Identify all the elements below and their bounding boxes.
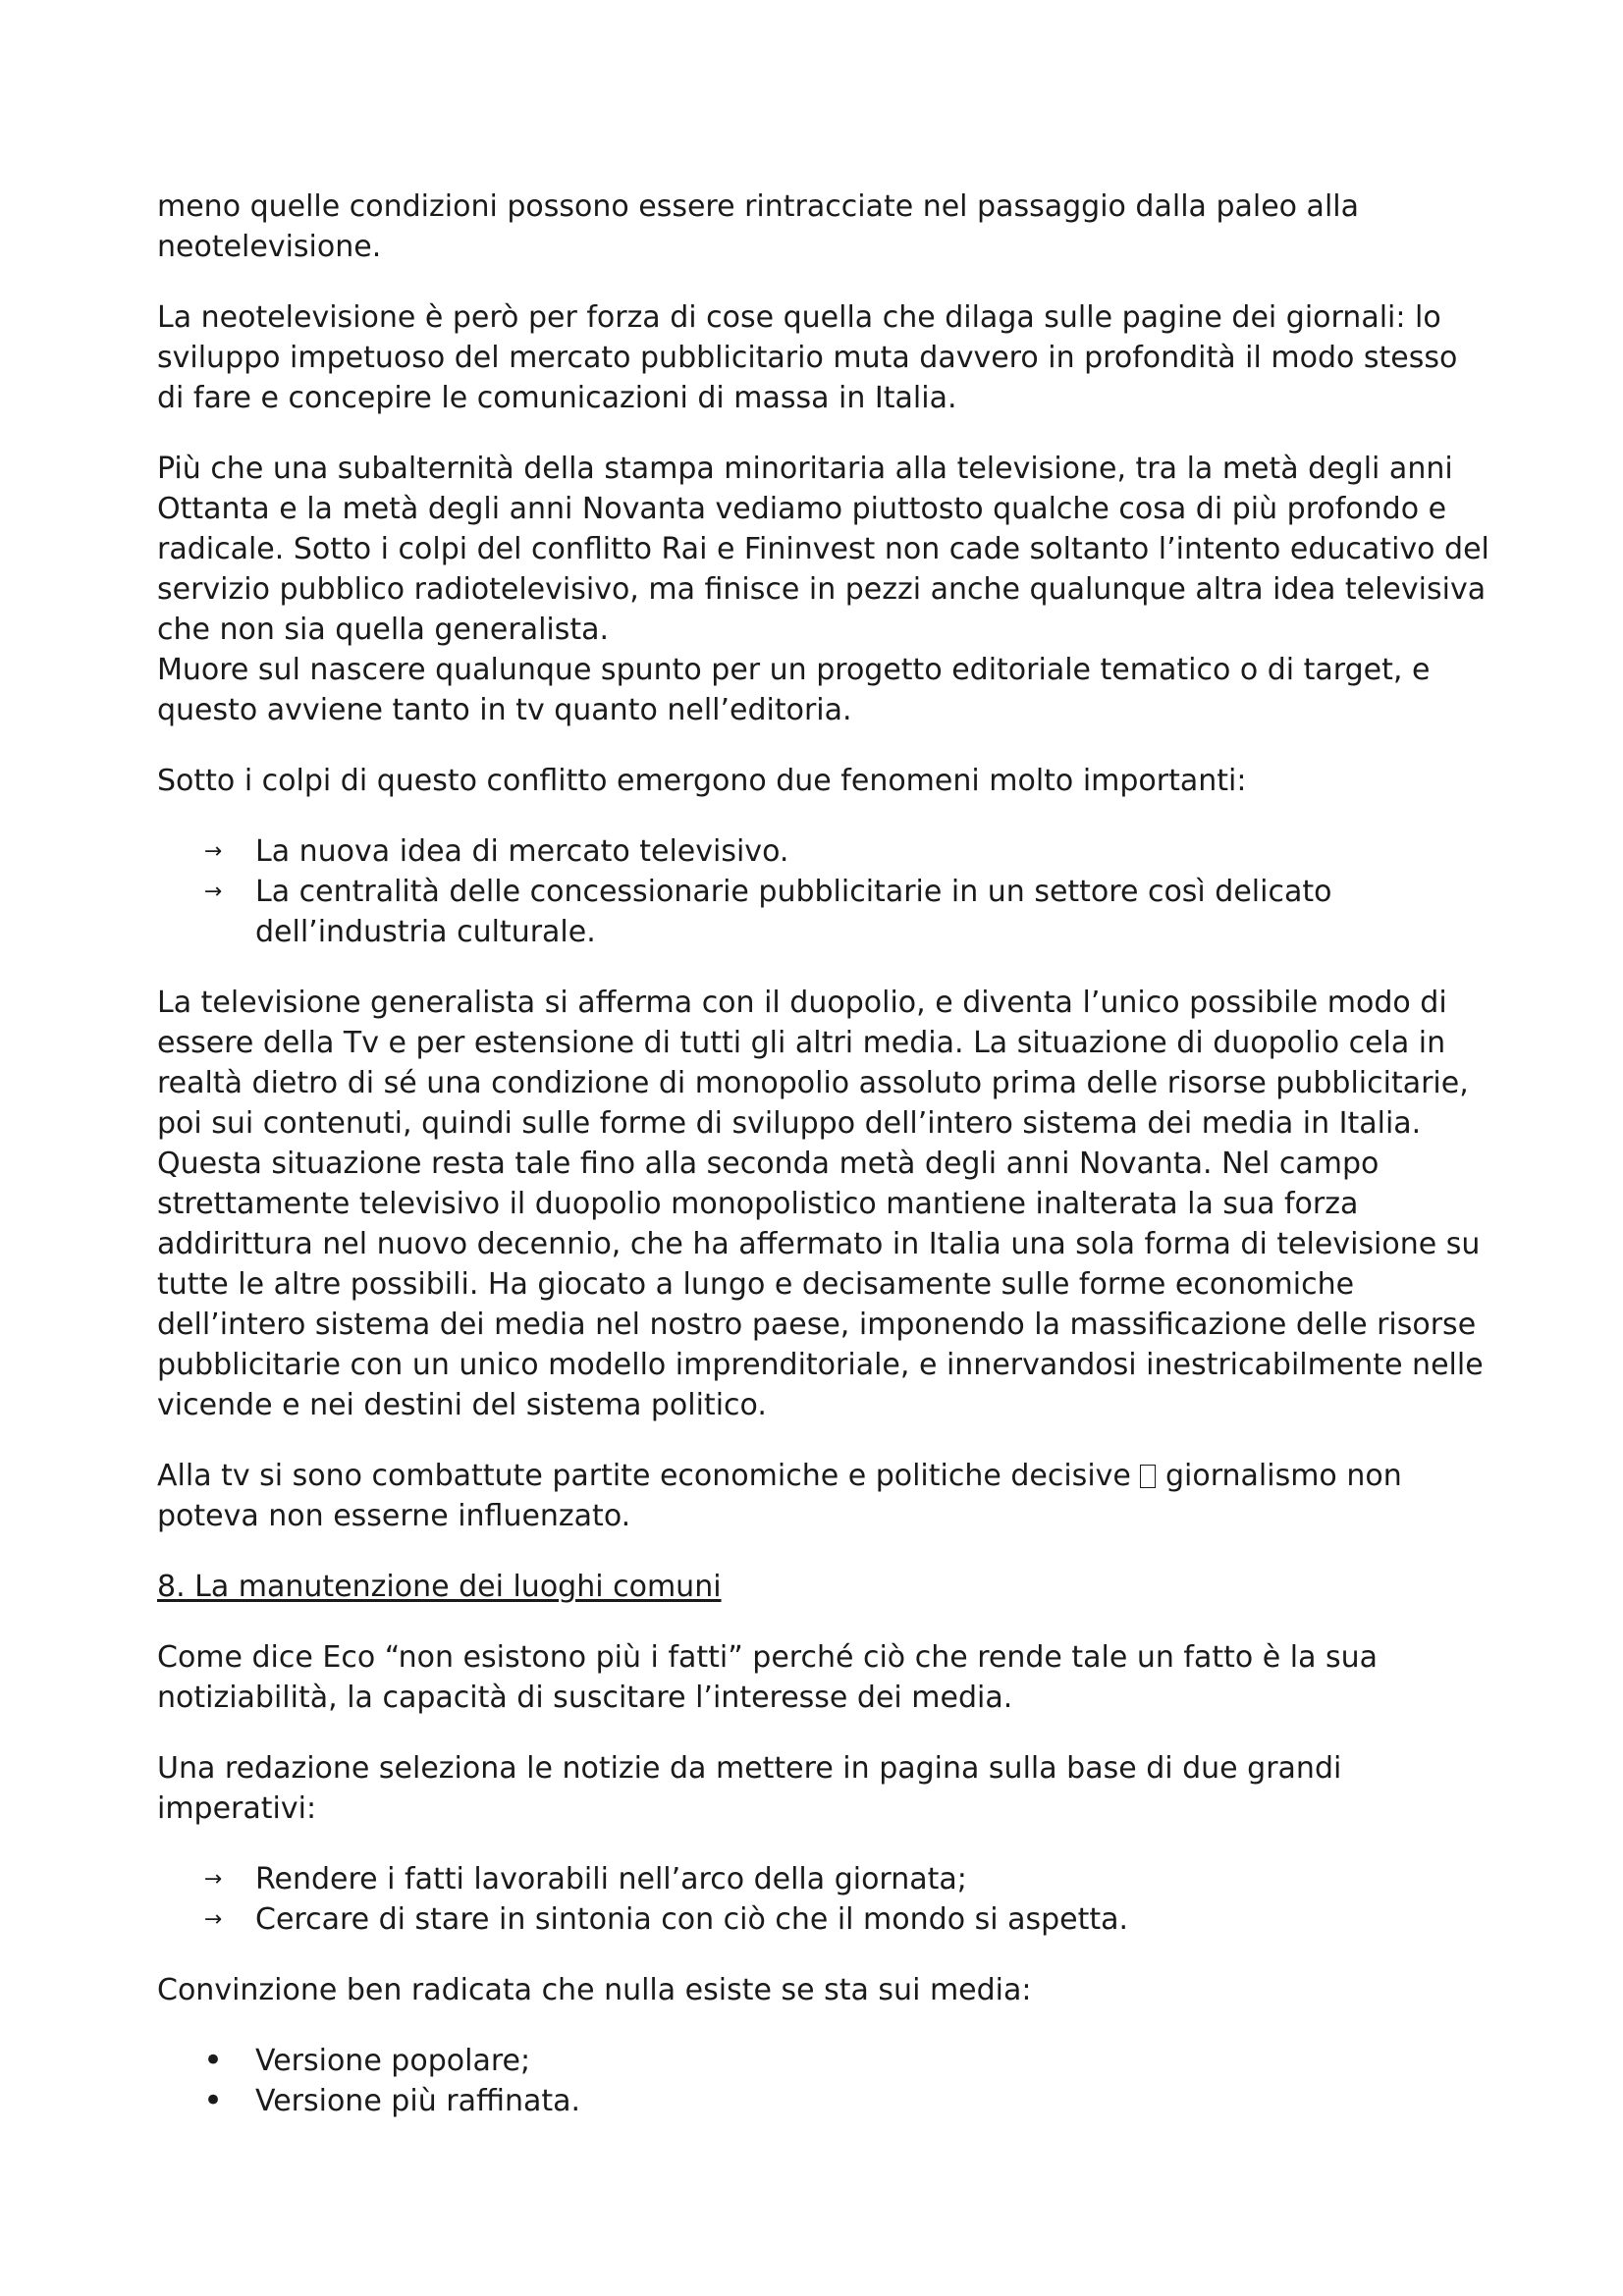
list-item — [157, 2081, 1492, 2121]
paragraph-text: giornalismo non poteva non esserne influenzato. — [157, 1459, 1402, 1533]
paragraph: Questa situazione resta tale fino alla seconda metà degli anni Novanta. Nel campo strettamente televisivo il duopolio monopolistico mantiene inalterata la sua forza addirittura nel nuovo decennio, che ha affermato in Italia una sola forma di televisione su tutte le altre possibili. Ha giocato a lungo e decisamente sulle forme economiche dell’intero sistema dei media nel nostro paese, imponendo la massificazione delle risorse pubblicitarie con un unico modello imprenditoriale, e innervandosi inestricabilmente nelle vicende e nei destini del sistema politico. — [157, 1147, 1484, 1422]
arrow-bullet-icon: → — [203, 880, 223, 904]
bullet-list — [157, 2041, 1492, 2121]
list-item-text: Rendere i fatti lavorabili nell’arco della giornata; — [255, 1862, 967, 1896]
section-heading: 8. La manutenzione dei luoghi comuni — [157, 1570, 722, 1604]
paragraph: Come dice Eco “non esistono più i fatti” perché ciò che rende tale un fatto è la sua notiziabilità, la capacità di suscitare l’interesse dei media. — [157, 1640, 1379, 1715]
list-item-text: Cercare di stare in sintonia con ciò che il mondo si aspetta. — [255, 1902, 1129, 1937]
arrow-bullet-icon: → — [203, 1867, 223, 1892]
bullet-icon: • — [202, 2081, 224, 2120]
paragraph-text: Alla tv si sono combattute partite economiche e politiche decisive — [157, 1459, 1131, 1493]
bullet-icon: • — [202, 2041, 224, 2080]
paragraph: Sotto i colpi di questo conflitto emergono due fenomeni molto importanti: — [157, 764, 1247, 798]
list-item-text: La nuova idea di mercato televisivo. — [255, 834, 789, 869]
arrow-bullet-icon: → — [203, 1907, 223, 1932]
list-item — [157, 2041, 1492, 2081]
list-item-text: Versione popolare; — [255, 2044, 531, 2078]
paragraph: Una redazione seleziona le notizie da mettere in pagina sulla base di due grandi imperativi: — [157, 1751, 1342, 1826]
list-item-text: La centralità delle concessionarie pubblicitarie in un settore così delicato dell’industria culturale. — [255, 875, 1332, 949]
list-item — [157, 831, 1492, 872]
paragraph: Più che una subalternità della stampa minoritaria alla televisione, tra la metà degli anni Ottanta e la metà degli anni Novanta vediamo piuttosto qualche cosa di più profondo e radicale. Sotto i colpi del conflitto Rai e Fininvest non cade soltanto l’intento educativo del servizio pubblico radiotelevisivo, ma finisce in pezzi anche qualunque altra idea televisiva che non sia quella generalista. — [157, 452, 1489, 647]
missing-glyph-icon — [1140, 1465, 1156, 1488]
list-item — [157, 1859, 1492, 1899]
arrow-list — [157, 1859, 1492, 1940]
list-item — [157, 872, 1492, 952]
paragraph: La neotelevisione è però per forza di cose quella che dilaga sulle pagine dei giornali: lo sviluppo impetuoso del mercato pubblicitario muta davvero in profondità il modo stesso di fare e concepire le comunicazioni di massa in Italia. — [157, 300, 1458, 415]
paragraph: Muore sul nascere qualunque spunto per un progetto editoriale tematico o di target, e questo avviene tanto in tv quanto nell’editoria. — [157, 653, 1431, 727]
paragraph: Convinzione ben radicata che nulla esiste se sta sui media: — [157, 1973, 1032, 2007]
arrow-bullet-icon: → — [203, 839, 223, 864]
paragraph — [157, 1456, 1492, 1536]
list-item — [157, 1899, 1492, 1940]
document-page — [157, 187, 1492, 2152]
arrow-list — [157, 831, 1492, 952]
list-item-text: Versione più raffinata. — [255, 2084, 581, 2118]
paragraph: La televisione generalista si afferma con il duopolio, e diventa l’unico possibile modo di essere della Tv e per estensione di tutti gli altri media. La situazione di duopolio cela in realtà dietro di sé una condizione di monopolio assoluto prima delle risorse pubblicitarie, poi sui contenuti, quindi sulle forme di sviluppo dell’intero sistema dei media in Italia. — [157, 986, 1469, 1141]
paragraph: meno quelle condizioni possono essere rintracciate nel passaggio dalla paleo alla neotelevisione. — [157, 189, 1359, 264]
